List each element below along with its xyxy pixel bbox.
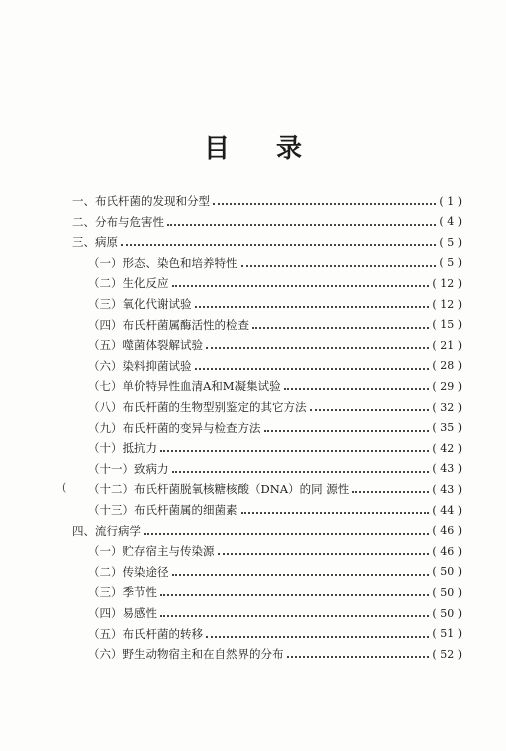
dot-leader bbox=[352, 491, 429, 493]
dot-leader bbox=[213, 203, 436, 205]
toc-entry-label: （五）布氏杆菌的转移 bbox=[88, 626, 203, 641]
toc-entry bbox=[72, 191, 462, 211]
title-char-2: 录 bbox=[276, 134, 303, 164]
dot-leader bbox=[252, 327, 429, 329]
toc-entry-label: （三）季节性 bbox=[88, 585, 157, 600]
toc-entry-page-number: ( 43 ) bbox=[432, 482, 462, 496]
dot-leader bbox=[172, 285, 430, 287]
toc-entry-page-number: ( 15 ) bbox=[432, 318, 462, 332]
toc-entry bbox=[72, 521, 462, 541]
dot-leader bbox=[160, 615, 429, 617]
toc-entry-page-number: ( 32 ) bbox=[432, 400, 462, 414]
toc-entry-label: （十一）致病力 bbox=[88, 461, 169, 476]
toc-entry bbox=[72, 232, 462, 252]
toc-entry bbox=[88, 418, 462, 438]
dot-leader bbox=[218, 553, 430, 555]
toc-entry-page-number: ( 50 ) bbox=[432, 585, 462, 599]
toc-entry bbox=[88, 541, 462, 561]
toc-entry-label: （十三）布氏杆菌属的细菌素 bbox=[88, 503, 238, 517]
toc-entry bbox=[72, 212, 462, 232]
toc-entry bbox=[88, 603, 462, 623]
toc-entry-page-number: ( 50 ) bbox=[432, 565, 462, 579]
toc-entry-page-number: ( 12 ) bbox=[432, 297, 462, 311]
toc-entry-label: （九）布氏杆菌的变异与检查方法 bbox=[88, 420, 261, 435]
toc-entry-page-number: ( 46 ) bbox=[432, 524, 462, 538]
toc-entry bbox=[88, 438, 462, 458]
margin-mark: ( bbox=[62, 481, 67, 494]
dot-leader bbox=[167, 224, 436, 226]
toc-entry-page-number: ( 4 ) bbox=[439, 215, 462, 229]
dot-leader bbox=[264, 430, 430, 432]
toc-entry-page-number: ( 51 ) bbox=[432, 627, 462, 641]
toc-entry bbox=[88, 253, 462, 273]
toc-entry-page-number: ( 46 ) bbox=[432, 544, 462, 558]
toc-entry-label: （八）布氏杆菌的生物型别鉴定的其它方法 bbox=[88, 400, 307, 414]
toc-entry-label: （十二）布氏杆菌脱氧核糖核酸（DNA）的同 源性 bbox=[88, 482, 350, 497]
toc-entry-label: （五）噬菌体裂解试验 bbox=[88, 338, 203, 353]
toc-entry-label: （十）抵抗力 bbox=[88, 441, 157, 456]
dot-leader bbox=[241, 265, 437, 267]
toc-entry-page-number: ( 28 ) bbox=[432, 359, 462, 373]
toc-entry-label: （三）氧化代谢试验 bbox=[88, 297, 192, 311]
toc-entry-label: （二）生化反应 bbox=[88, 276, 169, 291]
toc-entry-page-number: ( 21 ) bbox=[432, 338, 462, 352]
toc-entry-page-number: ( 42 ) bbox=[432, 441, 462, 455]
toc-entry bbox=[88, 582, 462, 602]
title-char-1: 目 bbox=[203, 134, 230, 164]
dot-leader bbox=[160, 450, 429, 452]
toc-entry bbox=[88, 376, 462, 396]
toc-entry bbox=[88, 397, 462, 417]
dot-leader bbox=[287, 656, 430, 658]
toc-entry bbox=[88, 273, 462, 293]
toc-entry bbox=[88, 294, 462, 314]
toc-entry-page-number: ( 35 ) bbox=[432, 421, 462, 435]
toc-entry-label: （四）易感性 bbox=[88, 606, 157, 620]
toc-entry-page-number: ( 12 ) bbox=[432, 276, 462, 290]
dot-leader bbox=[284, 388, 430, 390]
dot-leader bbox=[241, 512, 430, 514]
toc-entry-page-number: ( 29 ) bbox=[432, 379, 462, 393]
dot-leader bbox=[195, 306, 430, 308]
toc-entry-label: 二、分布与危害性 bbox=[72, 214, 164, 229]
toc-entry-label: （六）野生动物宿主和在自然界的分布 bbox=[88, 647, 284, 662]
toc-entry-page-number: ( 43 ) bbox=[432, 462, 462, 476]
dot-leader bbox=[206, 636, 429, 638]
toc-entry-label: （七）单价特异性血清A和M凝集试验 bbox=[88, 379, 281, 394]
dot-leader bbox=[195, 368, 430, 370]
toc-entry-page-number: ( 52 ) bbox=[432, 647, 462, 661]
dot-leader bbox=[206, 347, 429, 349]
toc-entry bbox=[88, 500, 462, 520]
dot-leader bbox=[172, 471, 430, 473]
toc-entry-label: （二）传染途径 bbox=[88, 564, 169, 579]
toc-entry-label: （四）布氏杆菌属酶活性的检查 bbox=[88, 317, 249, 332]
page-title bbox=[0, 128, 506, 165]
toc-entry-label: 三、病原 bbox=[72, 235, 118, 250]
dot-leader bbox=[121, 244, 436, 246]
toc-entry bbox=[88, 315, 462, 335]
dot-leader bbox=[172, 574, 430, 576]
toc-entry bbox=[88, 624, 462, 644]
toc-entry-label: 四、流行病学 bbox=[72, 523, 141, 538]
toc-entry bbox=[88, 479, 462, 499]
toc-entry bbox=[88, 356, 462, 376]
toc-entry-label: （一）形态、染色和培养特性 bbox=[88, 255, 238, 270]
toc-entry-label: 一、布氏杆菌的发现和分型 bbox=[72, 194, 210, 208]
toc-entry-page-number: ( 44 ) bbox=[432, 503, 462, 517]
toc-entry bbox=[88, 335, 462, 355]
toc-entry-label: （一）贮存宿主与传染源 bbox=[88, 544, 215, 559]
toc-entry-page-number: ( 1 ) bbox=[439, 194, 462, 208]
toc-entry-page-number: ( 50 ) bbox=[432, 606, 462, 620]
toc-entry bbox=[88, 644, 462, 664]
toc-entry-page-number: ( 5 ) bbox=[439, 256, 462, 270]
dot-leader bbox=[144, 533, 429, 535]
toc-entry-label: （六）染料抑菌试验 bbox=[88, 358, 192, 373]
dot-leader bbox=[160, 594, 429, 596]
toc-entry bbox=[88, 562, 462, 582]
toc-entry-page-number: ( 5 ) bbox=[439, 235, 462, 249]
toc-entry bbox=[88, 459, 462, 479]
dot-leader bbox=[310, 409, 430, 411]
